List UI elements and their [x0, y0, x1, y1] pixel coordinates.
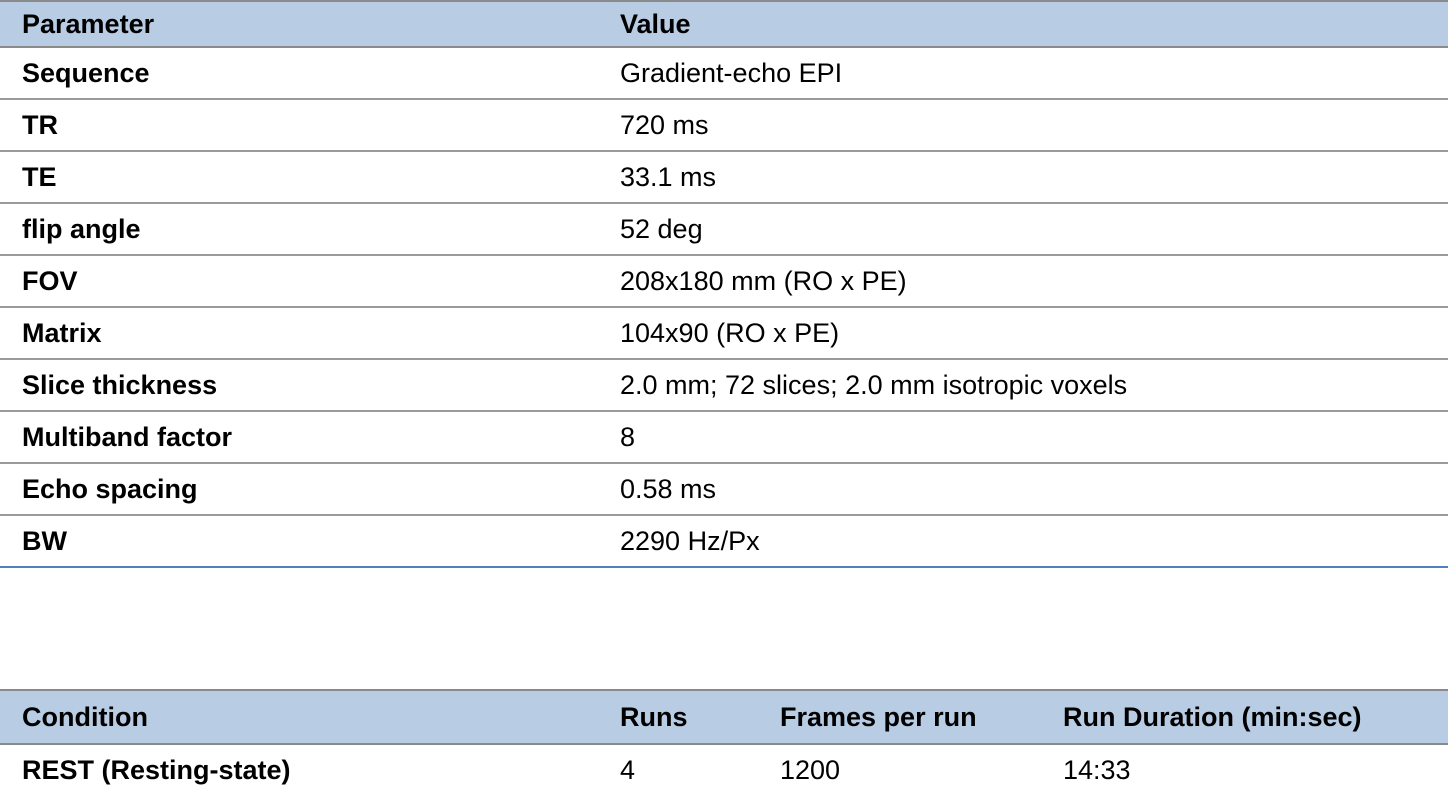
- parameters-header-row: [0, 1, 1448, 47]
- table-row: [0, 744, 1448, 795]
- param-value: 720 ms: [598, 99, 1448, 151]
- param-name: FOV: [0, 255, 598, 307]
- param-value: Gradient-echo EPI: [598, 47, 1448, 99]
- runs-value: 4: [620, 754, 636, 785]
- param-name: BW: [0, 515, 598, 567]
- table-row: [0, 463, 1448, 515]
- param-name: Matrix: [0, 307, 598, 359]
- table-row: [0, 359, 1448, 411]
- param-value: 2.0 mm; 72 slices; 2.0 mm isotropic voxels: [598, 359, 1448, 411]
- param-value: 33.1 ms: [598, 151, 1448, 203]
- header-runs: Runs: [598, 690, 758, 744]
- table-row: [0, 255, 1448, 307]
- param-value: 52 deg: [598, 203, 1448, 255]
- param-value: 2290 Hz/Px: [598, 515, 1448, 567]
- param-name: TE: [0, 151, 598, 203]
- param-name: Multiband factor: [0, 411, 598, 463]
- table-row: [0, 307, 1448, 359]
- param-name: TR: [0, 99, 598, 151]
- duration-value: 14:33: [1063, 754, 1131, 785]
- param-value: 0.58 ms: [598, 463, 1448, 515]
- table-row: [0, 99, 1448, 151]
- table-row: [0, 203, 1448, 255]
- header-value: Value: [598, 1, 1448, 47]
- param-value: 8: [598, 411, 1448, 463]
- condition-name: REST (Resting-state): [22, 754, 291, 785]
- param-name: Echo spacing: [0, 463, 598, 515]
- header-parameter: Parameter: [0, 1, 598, 47]
- param-value: 104x90 (RO x PE): [598, 307, 1448, 359]
- param-name: flip angle: [0, 203, 598, 255]
- conditions-table: [0, 689, 1448, 795]
- table-row: [0, 411, 1448, 463]
- frames-value: 1200: [780, 754, 841, 785]
- header-run-duration: Run Duration (min:sec): [1041, 690, 1448, 744]
- header-condition: Condition: [0, 690, 598, 744]
- param-name: Slice thickness: [0, 359, 598, 411]
- table-row: [0, 47, 1448, 99]
- table-row: [0, 151, 1448, 203]
- param-value: 208x180 mm (RO x PE): [598, 255, 1448, 307]
- table-row: [0, 515, 1448, 567]
- header-frames-per-run: Frames per run: [758, 690, 1041, 744]
- param-name: Sequence: [0, 47, 598, 99]
- conditions-header-row: [0, 690, 1448, 744]
